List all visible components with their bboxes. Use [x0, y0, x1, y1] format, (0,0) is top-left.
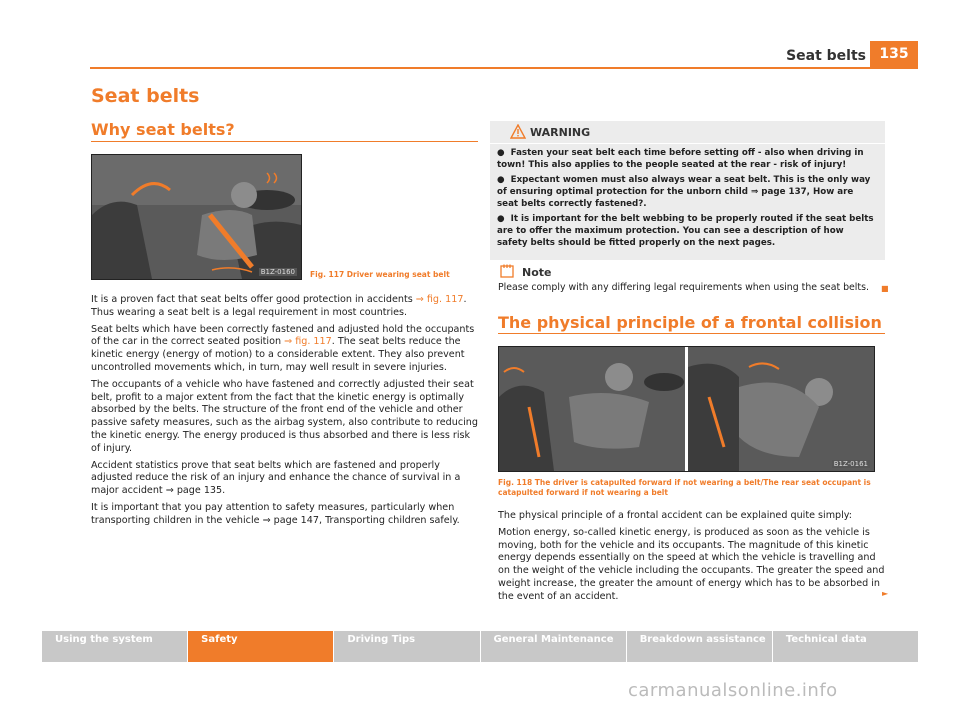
- paragraph: Motion energy, so-called kinetic energy, is produced as soon as the vehicle is moving, both for the vehicle and its occupants. The magnitude of this kinetic energy depends essentially on the speed at which the vehicle is travelling and on the weight of the vehicle including the occupants. The greater the speed and weight increase, the greater the amount of energy which has to be absorbed in the event of an accident.: [498, 526, 885, 602]
- continue-arrow-icon: ►: [882, 589, 889, 598]
- footer-tab-breakdown-assistance[interactable]: Breakdown assistance: [627, 631, 772, 662]
- figure-118-caption: Fig. 118 The driver is catapulted forward if not wearing a belt/The rear seat occupant is catapulted forward if not wearing a belt: [498, 478, 871, 497]
- heading-frontal-collision: The physical principle of a frontal collision: [498, 313, 882, 332]
- page-number-badge: 135: [870, 41, 918, 68]
- footer-tab-general-maintenance[interactable]: General Maintenance: [481, 631, 626, 662]
- running-header-title: Seat belts: [786, 48, 866, 64]
- left-body-text: [91, 294, 478, 532]
- warning-box: [490, 121, 885, 260]
- warning-item: ● Fasten your seat belt each time before setting off - also when driving in town! This also applies to the people seated at the rear - risk of injury!: [497, 148, 864, 170]
- header-rule: [90, 67, 918, 69]
- paragraph: The physical principle of a frontal accident can be explained quite simply:: [498, 510, 853, 521]
- paragraph: It is important that you pay attention to safety measures, particularly when transporting children in the vehicle ⇒ page 147, Transporting children safely.: [91, 501, 460, 526]
- footer-nav: [42, 631, 918, 662]
- figure-code: B1Z-0161: [833, 460, 868, 468]
- heading-rule: [498, 333, 885, 334]
- footer-tab-using-the-system[interactable]: Using the system: [42, 631, 187, 662]
- figure-link[interactable]: ⇒ fig. 117: [284, 336, 332, 348]
- figure-117-image: [91, 154, 302, 280]
- figure-link[interactable]: ⇒ fig. 117: [415, 294, 464, 305]
- note-icon: [500, 264, 514, 278]
- note-text: Please comply with any differing legal requirements when using the seat belts.: [498, 282, 869, 293]
- paragraph: The occupants of a vehicle who have fastened and correctly adjusted their seat belt, profit to a major extent from the fact that the kinetic energy is optimally absorbed by the belts. The structure of the front end of the vehicle and other passive safety measures, such as the airbag system, also contribute to reducing the kinetic energy. The energy produced is thus absorbed and there is less risk of injury.: [91, 378, 478, 454]
- footer-tab-driving-tips[interactable]: Driving Tips: [334, 631, 479, 662]
- section-title: Seat belts: [91, 85, 200, 107]
- heading-why-seat-belts: Why seat belts?: [91, 120, 235, 139]
- footer-tab-technical-data[interactable]: Technical data: [773, 631, 918, 662]
- paragraph: It is a proven fact that seat belts offer good protection in accidents ⇒ fig. 117. Thus wearing a seat belt is a legal requirement in most countries.: [91, 294, 467, 318]
- right-body-text: [498, 510, 885, 608]
- note-title: Note: [522, 266, 552, 279]
- end-mark: ■: [881, 284, 889, 293]
- footer-tab-safety[interactable]: Safety: [188, 631, 333, 662]
- watermark: carmanualsonline.info: [628, 680, 838, 701]
- heading-rule: [91, 141, 478, 142]
- warning-triangle-icon: [510, 124, 526, 139]
- warning-item: ● Expectant women must also always wear a seat belt. This is the only way of ensuring optimal protection for the unborn child ⇒ page 137, How are seat belts correctly fastened?.: [497, 175, 871, 209]
- figure-118-image: [498, 346, 875, 472]
- paragraph: Seat belts which have been correctly fastened and adjusted hold the occupants of the car in the correct seated position ⇒ fig. 117. The seat belts reduce the kinetic energy (energy of motion) to a considerable extent. They also prevent uncontrolled movements which, in turn, may well result in severe injuries.: [91, 323, 475, 373]
- warning-item: ● It is important for the belt webbing to be properly routed if the seat belts are to offer the maximum protection. You can see a description of how safety belts should be fitted properly on the next pages.: [497, 214, 874, 248]
- warning-title: WARNING: [490, 121, 885, 144]
- paragraph: Accident statistics prove that seat belts which are fastened and properly adjusted reduce the risk of an injury and enhance the chance of survival in a major accident ⇒ page 135.: [91, 459, 461, 497]
- figure-117-caption: Fig. 117 Driver wearing seat belt: [310, 270, 450, 279]
- figure-code: B1Z-0160: [260, 268, 295, 276]
